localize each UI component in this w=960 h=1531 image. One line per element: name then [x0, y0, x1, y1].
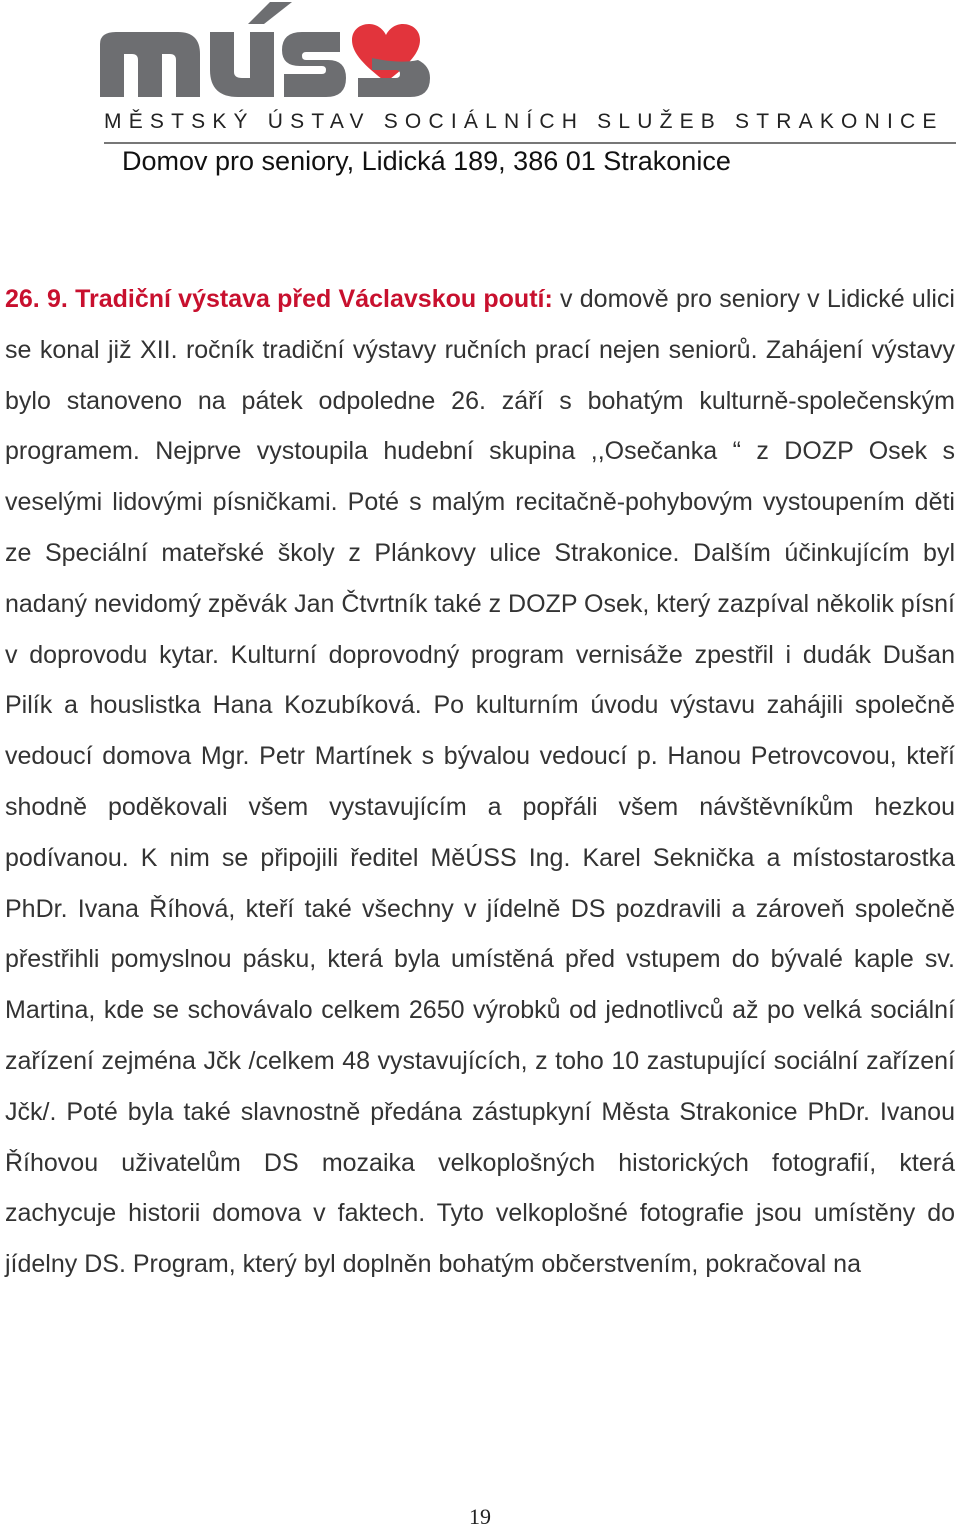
page-number: 19: [469, 1504, 491, 1529]
article-body: v domově pro seniory v Lidické ulici se konal již XII. ročník tradiční výstavy ručních prací nejen seniorů. Zahájení výstavy bylo stanoveno na pátek odpoledne 26. září s bohatým kulturně-společenským programem. Nejprve vystoupila hudební skupina ,,Osečanka “ z DOZP Osek s veselými lidovými písničkami. Poté s malým recitačně-pohybovým vystoupením děti ze Speciální mateřské školy z Plánkovy ulice Strakonice. Dalším účinkujícím byl nadaný nevidomý zpěvák Jan Čtvrtník také z DOZP Osek, který zazpíval několik písní v doprovodu kytar. Kulturní doprovodný program vernisáže zpestřil i dudák Dušan Pilík a houslistka Hana Kozubíková. Po kulturním úvodu výstavu zahájili společně vedoucí domova Mgr. Petr Martínek s bývalou vedoucí p. Hanou Petrovcovou, kteří shodně poděkovali všem vystavujícím a popřáli všem návštěvníkům hezkou podívanou. K nim se připojili ředitel MěÚSS Ing. Karel Seknička a místostarostka PhDr. Ivana Říhová, kteří také všechny v jídelně DS pozdravili a zároveň společně přestřihli pomyslnou pásku, která byla umístěná před vstupem do bývalé kaple sv. Martina, kde se schovávalo celkem 2650 výrobků od jednotlivců až po velká sociální zařízení zejména Jčk /celkem 48 vystavujících, z toho 10 zastupující sociální zařízení Jčk/. Poté byla také slavnostně předána zástupkyní Města Strakonice PhDr. Ivanou Říhovou uživatelům DS mozaika velkoplošných historických fotografií, která zachycuje historii domova v faktech. Tyto velkoplošné fotografie jsou umístěny do jídelny DS. Program, který byl doplněn bohatým občerstvením, pokračoval na: [5, 285, 955, 1279]
article-headline: Tradiční výstava před Václavskou poutí:: [75, 285, 553, 313]
organization-name: MĚSTSKÝ ÚSTAV SOCIÁLNÍCH SLUŽEB STRAKONICE: [104, 110, 944, 133]
logo-letter-u: [210, 32, 274, 97]
logo-letter-m: [100, 32, 200, 97]
article-date: 26. 9.: [5, 285, 68, 313]
logo-letter-s: [282, 32, 346, 97]
article-paragraph: [5, 274, 955, 1290]
header-subtitle: Domov pro seniory, Lidická 189, 386 01 Strakonice: [122, 146, 731, 176]
muss-logo: [100, 2, 440, 104]
logo-acute-accent: [248, 2, 292, 24]
header-divider: [104, 142, 956, 144]
